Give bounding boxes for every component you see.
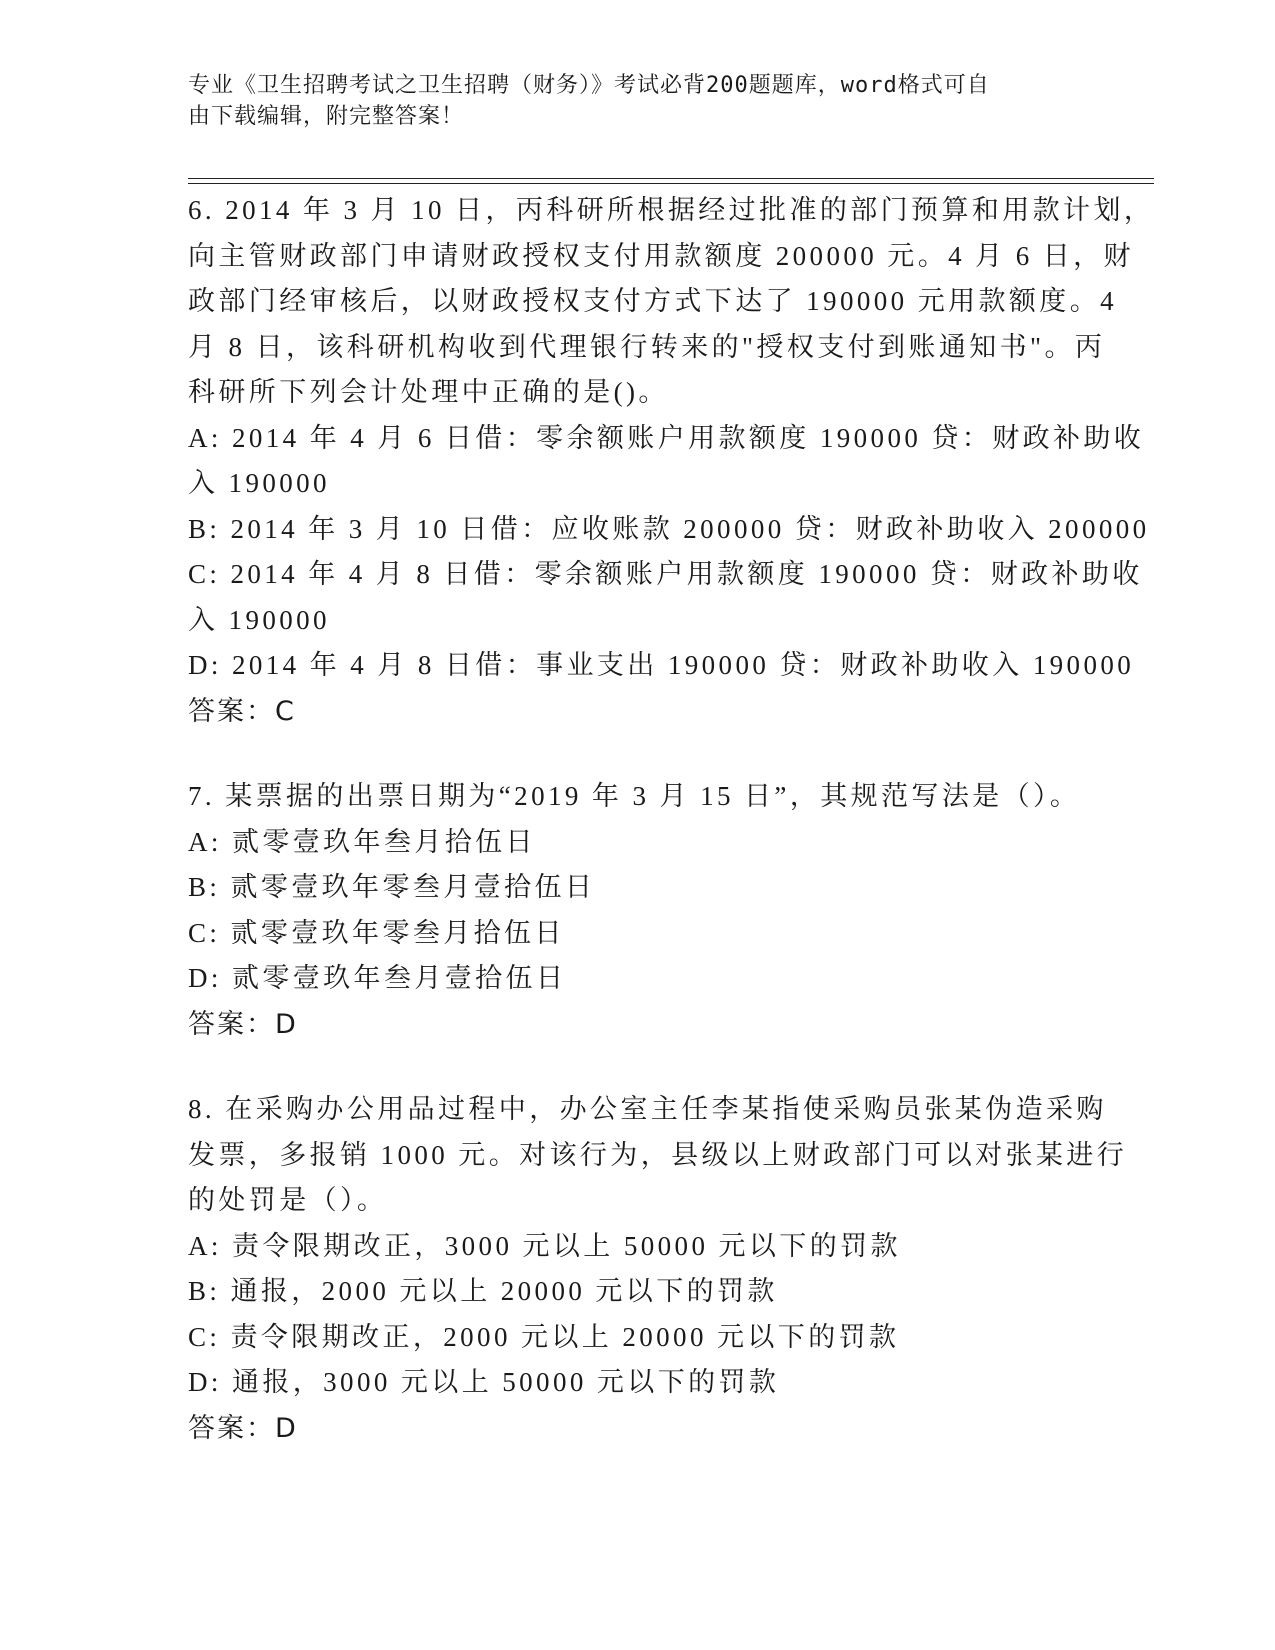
question-stem-line: 科研所下列会计处理中正确的是()。 <box>188 377 669 407</box>
option-b: B: 通报，2000 元以上 20000 元以下的罚款 <box>188 1276 778 1306</box>
option-c: C: 责令限期改正，2000 元以上 20000 元以下的罚款 <box>188 1321 900 1352</box>
spacer <box>188 734 1088 774</box>
question-list <box>188 188 1155 1451</box>
question-6 <box>188 188 1155 734</box>
header-divider-top <box>188 178 1154 179</box>
question-stem-line: 8. 在采购办公用品过程中，办公室主任李某指使采购员张某伪造采购 <box>188 1094 1107 1124</box>
option-d: D: 通报，3000 元以上 50000 元以下的罚款 <box>188 1367 780 1397</box>
question-stem-line: 政部门经审核后，以财政授权支付方式下达了 190000 元用款额度。4 <box>188 286 1117 316</box>
spacer <box>188 1047 1088 1087</box>
question-stem-line: 6. 2014 年 3 月 10 日，丙科研所根据经过批准的部门预算和用款计划， <box>188 195 1155 225</box>
question-8 <box>188 1087 1128 1451</box>
option-a: A: 2014 年 4 月 6 日借：零余额账户用款额度 190000 贷：财政补助收 <box>188 422 1145 453</box>
option-d: D: 2014 年 4 月 8 日借：事业支出 190000 贷：财政补助收入 190000 <box>188 650 1135 680</box>
option-b: B: 贰零壹玖年零叁月壹拾伍日 <box>188 872 596 902</box>
option-a: A: 贰零壹玖年叁月拾伍日 <box>188 826 536 857</box>
option-a-continued: 入 190000 <box>188 468 330 498</box>
question-stem-line: 向主管财政部门申请财政授权支付用款额度 200000 元。4 月 6 日，财 <box>188 240 1134 271</box>
answer-label: 答案：D <box>188 1412 298 1444</box>
option-d: D: 贰零壹玖年叁月壹拾伍日 <box>188 963 567 993</box>
question-stem-line: 7. 某票据的出票日期为“2019 年 3 月 15 日”，其规范写法是（）。 <box>188 781 1081 811</box>
question-stem-line: 的处罚是（）。 <box>188 1185 388 1215</box>
question-stem-line: 月 8 日，该科研机构收到代理银行转来的"授权支付到账通知书"。丙 <box>188 331 1106 362</box>
question-stem-line: 发票，多报销 1000 元。对该行为，县级以上财政部门可以对张某进行 <box>188 1139 1128 1170</box>
option-c-continued: 入 190000 <box>188 604 330 635</box>
option-a: A: 责令限期改正，3000 元以上 50000 元以下的罚款 <box>188 1230 901 1261</box>
answer-label: 答案：C <box>188 695 296 727</box>
header-line-1: 专业《卫生招聘考试之卫生招聘（财务）》考试必背200题题库，word格式可自 <box>188 73 990 98</box>
option-c: C: 贰零壹玖年零叁月拾伍日 <box>188 917 565 948</box>
option-c: C: 2014 年 4 月 8 日借：零余额账户用款额度 190000 贷：财政补助收 <box>188 559 1143 589</box>
question-7 <box>188 774 1088 1047</box>
option-b: B: 2014 年 3 月 10 日借：应收账款 200000 贷：财政补助收入 200000 <box>188 513 1150 544</box>
answer-label: 答案：D <box>188 1008 298 1040</box>
document-header <box>188 70 1068 132</box>
header-line-2: 由下载编辑，附完整答案！ <box>188 104 465 129</box>
header-divider-bottom <box>188 183 1154 184</box>
